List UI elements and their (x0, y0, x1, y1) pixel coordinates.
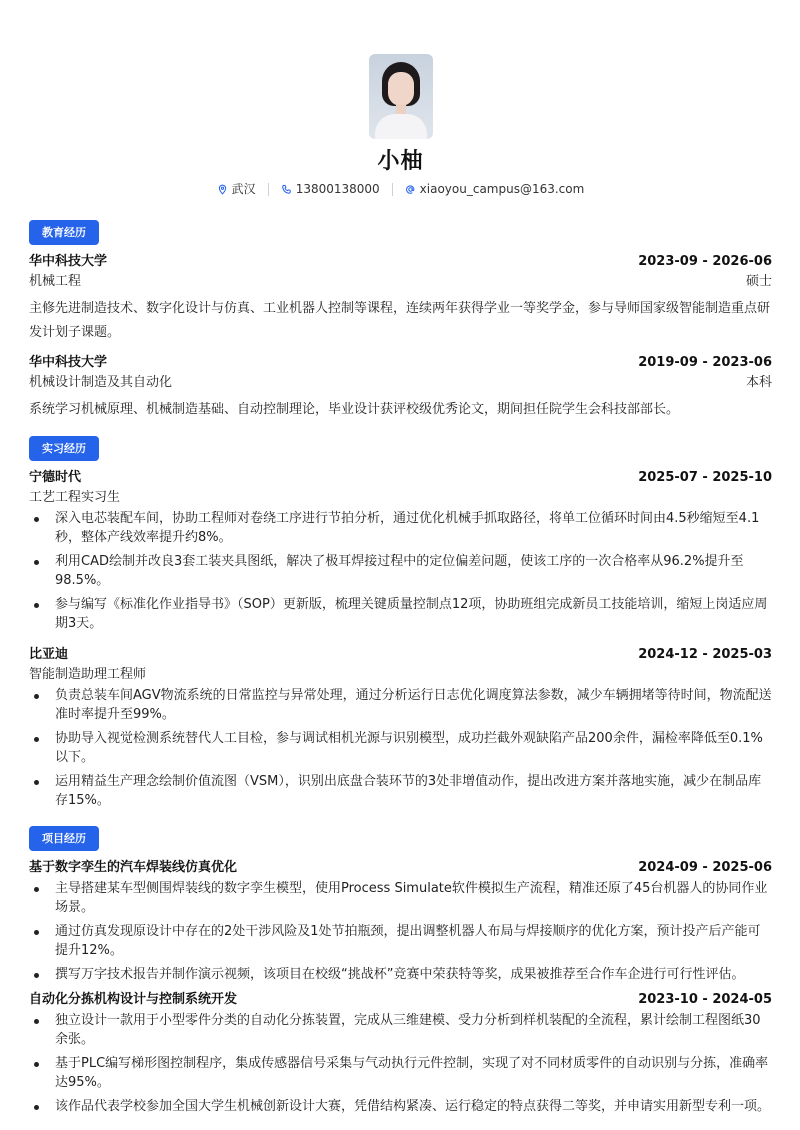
bullet-item: 独立设计一款用于小型零件分类的自动化分拣装置，完成从三维建模、受力分析到样机装配的全流程，累计绘制工程图纸30余张。 (29, 1011, 772, 1049)
education-date: 2023-09 - 2026-06 (638, 254, 772, 269)
contact-divider (392, 183, 393, 196)
location-icon (217, 184, 228, 195)
bullet-item: 通过仿真发现原设计中存在的2处干涉风险及1处节拍瓶颈，提出调整机器人布局与焊接顺序的优化方案，预计投产后产能可提升12%。 (29, 922, 772, 960)
school-name: 华中科技大学 (29, 254, 108, 269)
project-entry (29, 858, 772, 984)
project-date: 2023-10 - 2024-05 (638, 992, 772, 1007)
internship-date: 2024-12 - 2025-03 (638, 647, 772, 662)
major: 机械工程 (29, 274, 82, 289)
company-name: 宁德时代 (29, 470, 82, 485)
education-entry (29, 252, 772, 345)
project-entry (29, 990, 772, 1116)
email-icon (405, 184, 416, 195)
internship-entry (29, 645, 772, 810)
job-role: 工艺工程实习生 (29, 490, 121, 505)
degree: 硕士 (745, 274, 772, 289)
section-badge-internship: 实习经历 (29, 436, 99, 461)
contact-email[interactable] (405, 180, 585, 198)
bullet-item: 深入电芯装配车间，协助工程师对卷绕工序进行节拍分析，通过优化机械手抓取路径，将单工位循环时间由4.5秒缩短至4.1秒，整体产线效率提升约8%。 (29, 509, 772, 547)
section-badge-projects: 项目经历 (29, 826, 99, 851)
education-desc: 主修先进制造技术、数字化设计与仿真、工业机器人控制等课程，连续两年获得学业一等奖学金，参与导师国家级智能制造重点研发计划子课题。 (29, 301, 771, 340)
contact-bar (217, 180, 585, 198)
major: 机械设计制造及其自动化 (29, 375, 173, 390)
bullet-item: 基于PLC编写梯形图控制程序，集成传感器信号采集与气动执行元件控制，实现了对不同材质零件的自动识别与分拣，准确率达95%。 (29, 1054, 772, 1092)
project-date: 2024-09 - 2025-06 (638, 860, 772, 875)
education-desc: 系统学习机械原理、机械制造基础、自动控制理论，毕业设计获评校级优秀论文，期间担任院学生会科技部部长。 (29, 402, 680, 417)
school-name: 华中科技大学 (29, 355, 108, 370)
company-name: 比亚迪 (29, 647, 69, 662)
contact-phone-text: 13800138000 (295, 182, 380, 196)
photo-shirt (375, 114, 427, 139)
bullet-item: 撰写万字技术报告并制作演示视频，该项目在校级“挑战杯”竞赛中荣获特等奖，成果被推荐至合作车企进行可行性评估。 (29, 965, 772, 984)
internship-date: 2025-07 - 2025-10 (638, 470, 772, 485)
job-role: 智能制造助理工程师 (29, 667, 147, 682)
contact-location (217, 180, 256, 198)
education-section (29, 220, 772, 422)
profile-photo (369, 54, 433, 139)
candidate-name: 小柚 (377, 149, 424, 174)
phone-icon (281, 184, 292, 195)
contact-location-text: 武汉 (231, 182, 256, 196)
bullet-item: 该作品代表学校参加全国大学生机械创新设计大赛，凭借结构紧凑、运行稳定的特点获得二等奖，并申请实用新型专利一项。 (29, 1097, 772, 1116)
education-date: 2019-09 - 2023-06 (638, 355, 772, 370)
education-entry (29, 353, 772, 422)
contact-phone[interactable] (281, 180, 380, 198)
project-bullets (29, 1011, 772, 1116)
bullet-item: 利用CAD绘制并改良3套工装夹具图纸，解决了极耳焊接过程中的定位偏差问题，使该工序的一次合格率从96.2%提升至98.5%。 (29, 552, 772, 590)
bullet-item: 协助导入视觉检测系统替代人工目检，参与调试相机光源与识别模型，成功拦截外观缺陷产品200余件，漏检率降低至0.1%以下。 (29, 729, 772, 767)
resume-header (29, 54, 772, 198)
project-name: 自动化分拣机构设计与控制系统开发 (29, 992, 238, 1007)
bullet-item: 参与编写《标准化作业指导书》（SOP）更新版，梳理关键质量控制点12项，协助班组完成新员工技能培训，缩短上岗适应周期3天。 (29, 595, 772, 633)
internship-entry (29, 468, 772, 633)
internship-bullets (29, 509, 772, 633)
project-bullets (29, 879, 772, 984)
internship-section (29, 436, 772, 810)
section-badge-education: 教育经历 (29, 220, 99, 245)
bullet-item: 主导搭建某车型侧围焊装线的数字孪生模型，使用Process Simulate软件模拟生产流程，精准还原了45台机器人的协同作业场景。 (29, 879, 772, 917)
bullet-item: 运用精益生产理念绘制价值流图（VSM），识别出底盘合装环节的3处非增值动作，提出改进方案并落地实施，减少在制品库存15%。 (29, 772, 772, 810)
contact-divider (268, 183, 269, 196)
degree: 本科 (745, 375, 772, 390)
bullet-item: 负责总装车间AGV物流系统的日常监控与异常处理，通过分析运行日志优化调度算法参数，减少车辆拥堵等待时间，物流配送准时率提升至99%。 (29, 686, 772, 724)
contact-email-text: xiaoyou_campus@163.com (419, 182, 585, 196)
internship-bullets (29, 686, 772, 810)
photo-face (388, 72, 414, 106)
projects-section (29, 826, 772, 1116)
project-name: 基于数字孪生的汽车焊装线仿真优化 (29, 860, 238, 875)
